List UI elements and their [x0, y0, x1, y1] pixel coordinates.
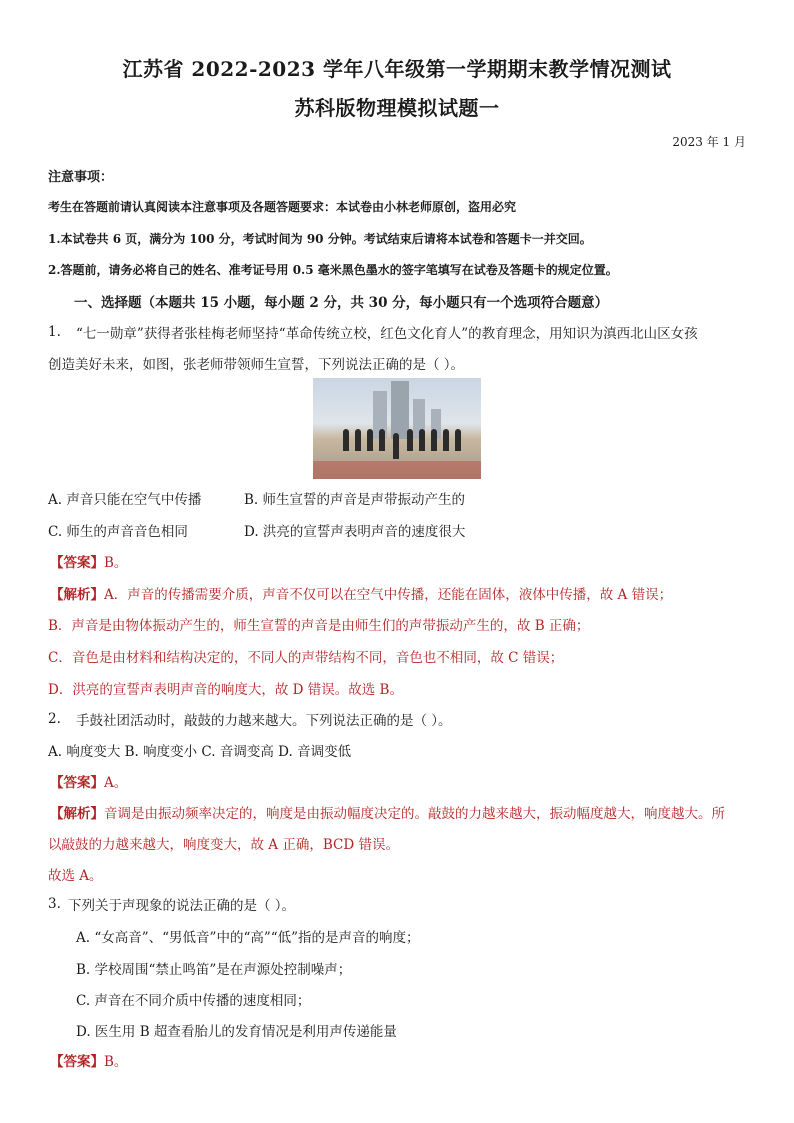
q1-analysis-label: 【解析】 — [50, 587, 104, 603]
q1-answer-value: B。 — [104, 555, 128, 571]
q1-answer-label: 【答案】 — [50, 555, 104, 571]
notice-line-1: 考生在答题前请认真阅读本注意事项及各题答题要求：本试卷由小林老师原创，盗用必究 — [48, 200, 517, 214]
q2-analysis-line-1 — [50, 802, 725, 822]
q1-option-d: D. 洪亮的宣誓声表明声音的速度很大 — [244, 524, 466, 540]
q2-conclusion: 故选 A。 — [48, 868, 103, 884]
exam-subtitle: 苏科版物理模拟试题一 — [294, 96, 500, 120]
notice-line-3: 2.答题前，请务必将自己的姓名、准考证号用 0.5 毫米黑色墨水的签字笔填写在试卷及答题卡的规定位置。 — [48, 263, 618, 277]
q1-stem-line-1: “七一勋章”获得者张桂梅老师坚持“革命传统立校，红色文化育人”的教育理念，用知识为滇西北山区女孩 — [76, 326, 698, 342]
q3-number: 3. — [48, 896, 61, 912]
q1-analysis-text-1: A．声音的传播需要介质，声音不仅可以在空气中传播，还能在固体，液体中传播，故 A 错误； — [104, 587, 673, 603]
q3-option-b: B. 学校周围“禁止鸣笛”是在声源处控制噪声； — [76, 962, 352, 978]
notice-heading: 注意事项： — [48, 170, 114, 185]
q3-option-d: D. 医生用 B 超查看胎儿的发育情况是利用声传递能量 — [76, 1024, 397, 1040]
q1-analysis-line-4: D．洪亮的宣誓声表明声音的响度大，故 D 错误。故选 B。 — [48, 682, 403, 698]
q3-option-a: A. “女高音”、“男低音”中的“高”“低”指的是声音的响度； — [76, 930, 420, 946]
exam-date: 2023 年 1 月 — [672, 135, 746, 149]
q1-option-c: C. 师生的声音音色相同 — [48, 524, 188, 540]
q2-answer — [50, 771, 127, 791]
q1-answer — [50, 551, 127, 571]
q2-options: A. 响度变大 B. 响度变小 C. 音调变高 D. 音调变低 — [48, 744, 352, 760]
exam-title: 江苏省 2022-2023 学年八年级第一学期期末教学情况测试 — [122, 57, 672, 81]
notice-line-2: 1.本试卷共 6 页，满分为 100 分，考试时间为 90 分钟。考试结束后请将本试卷和答题卡一并交回。 — [48, 232, 592, 246]
q2-analysis-label: 【解析】 — [50, 806, 104, 822]
q1-analysis-line-1 — [50, 583, 672, 603]
q2-answer-value: A。 — [104, 775, 128, 791]
q3-stem: 下列关于声现象的说法正确的是（ ）。 — [68, 898, 296, 914]
q1-number: 1. — [48, 324, 61, 340]
q1-option-b: B. 师生宣誓的声音是声带振动产生的 — [244, 492, 466, 508]
q2-analysis-text-1: 音调是由振动频率决定的，响度是由振动幅度决定的。敲鼓的力越来越大，振动幅度越大，响度越大。所 — [104, 806, 725, 822]
q3-option-c: C. 声音在不同介质中传播的速度相同； — [76, 993, 311, 1009]
q3-answer — [50, 1050, 127, 1070]
q2-answer-label: 【答案】 — [50, 775, 104, 791]
q1-stem-line-2: 创造美好未来，如图，张老师带领师生宣誓，下列说法正确的是（ ）。 — [48, 357, 465, 373]
q2-stem: 手鼓社团活动时，敲鼓的力越来越大。下列说法正确的是（ ）。 — [76, 713, 452, 729]
q1-option-a: A. 声音只能在空气中传播 — [48, 492, 202, 508]
oath-photo — [313, 378, 481, 479]
q1-analysis-line-3: C．音色是由材料和结构决定的，不同人的声带结构不同，音色也不相同，故 C 错误； — [48, 650, 564, 666]
section-title: 一、选择题（本题共 15 小题，每小题 2 分，共 30 分，每小题只有一个选项符合题意） — [74, 295, 609, 311]
q3-answer-value: B。 — [104, 1054, 128, 1070]
q3-answer-label: 【答案】 — [50, 1054, 104, 1070]
q2-number: 2. — [48, 711, 61, 727]
q1-analysis-line-2: B．声音是由物体振动产生的，师生宣誓的声音是由师生们的声带振动产生的，故 B 正确； — [48, 618, 590, 634]
q2-analysis-line-2: 以敲鼓的力越来越大，响度变大，故 A 正确，BCD 错误。 — [48, 837, 399, 853]
